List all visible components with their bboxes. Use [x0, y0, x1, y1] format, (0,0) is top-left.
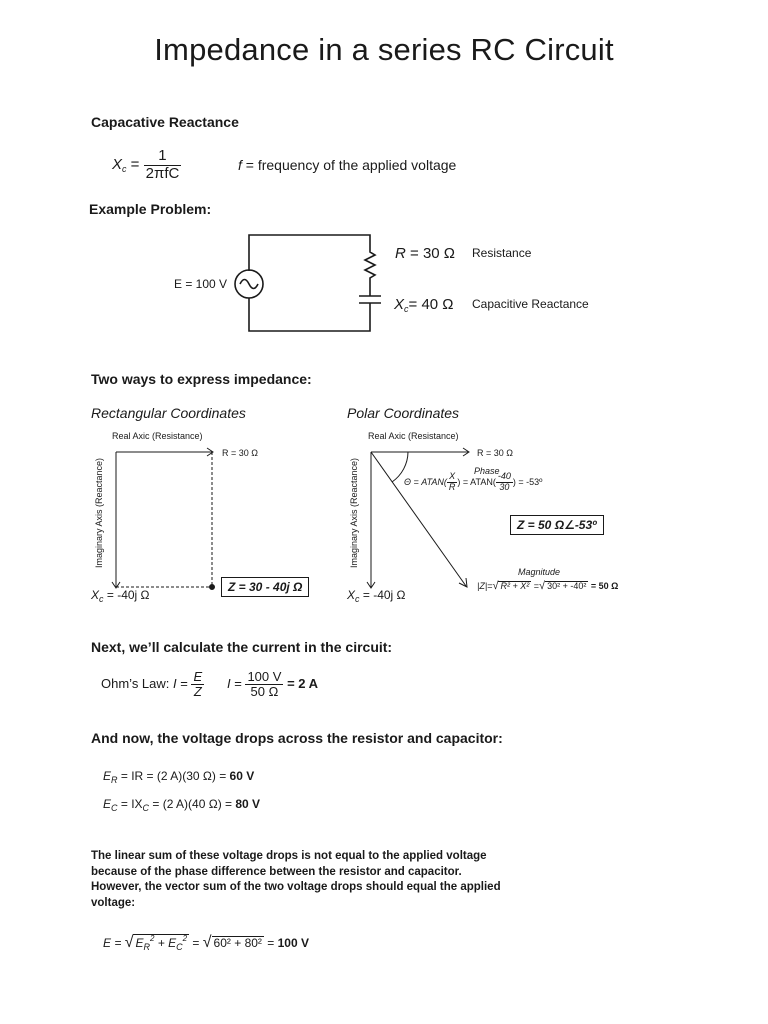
rect-xc-label	[91, 588, 150, 604]
er-symbol: E	[103, 769, 112, 783]
ec-formula	[103, 797, 260, 813]
polar-xc-label	[347, 588, 406, 604]
xc-subscript: c	[99, 594, 104, 604]
polar-r-label: R = 30 Ω	[477, 448, 513, 458]
theta-numerator: -40	[497, 471, 511, 481]
polar-impedance-result: Z = 50 Ω∠-53º	[510, 515, 604, 535]
e-numerator: E	[193, 669, 203, 684]
theta-prefix: Θ = ATAN(	[404, 476, 447, 487]
ec-value: 80 V	[235, 797, 261, 811]
rectangular-heading: Rectangular Coordinates	[91, 405, 246, 421]
page-title: Impedance in a series RC Circuit	[154, 32, 614, 67]
xc-value: = -40j Ω	[103, 588, 150, 602]
resistor-value-label	[395, 245, 455, 262]
equals: =	[189, 936, 203, 950]
theta-denominator: 30	[499, 481, 510, 492]
polar-real-axis-label: Real Axic (Resistance)	[368, 431, 459, 441]
xc-symbol: X	[91, 588, 100, 602]
two-ways-heading: Two ways to express impedance:	[91, 371, 312, 387]
rectangular-diagram	[112, 448, 215, 590]
er-subscript: R	[143, 942, 150, 952]
theta-result: ) = -53º	[512, 476, 543, 487]
mag-result: = 50 Ω	[588, 581, 619, 591]
plus-ec: + E	[154, 936, 177, 950]
xc-symbol: X	[112, 155, 123, 173]
source-voltage-label: E = 100 V	[174, 277, 228, 291]
current-heading: Next, we’ll calculate the current in the circuit:	[91, 639, 393, 655]
xc-subscript: C	[142, 803, 150, 813]
r-value: = 30 Ω	[405, 245, 456, 262]
f-description: = frequency of the applied voltage	[241, 157, 457, 173]
er-expression: = IR = (2 A)(30 Ω) =	[117, 769, 230, 783]
theta-r: R	[448, 481, 456, 492]
equals: =	[176, 676, 192, 692]
capacitor-value-label	[394, 296, 454, 314]
equals: =	[126, 155, 144, 173]
example-problem-heading: Example Problem:	[89, 201, 212, 217]
xc-value: = 40 Ω	[408, 296, 454, 313]
mag-radicand-2: 30² + -40²	[547, 581, 587, 591]
resistor-description: Resistance	[472, 246, 532, 260]
rect-impedance-result: Z = 30 - 40j Ω	[221, 577, 309, 597]
ec-subscript: C	[111, 803, 118, 813]
vector-sum-formula: E = √ $E_R^2 + E_C^2$ = √ 60² + 80² = 100 V	[103, 934, 309, 952]
er-value: 60 V	[229, 769, 255, 783]
z-denominator: Z	[193, 684, 202, 700]
magnitude-label: Magnitude	[518, 567, 561, 577]
vector-sum-value: 100 V	[277, 936, 309, 950]
phase-formula	[404, 472, 542, 493]
r-symbol: R	[395, 245, 406, 262]
numeric-radicand: 60² + 80²	[213, 936, 262, 950]
circuit-wire-bottom	[249, 298, 370, 331]
equals-2: =	[263, 936, 278, 950]
phase-label: Phase	[474, 466, 500, 476]
xc-subscript: c	[355, 594, 360, 604]
er-formula	[103, 769, 254, 785]
capacitor-description: Capacitive Reactance	[472, 297, 589, 311]
magnitude-formula: |Z|=√ R² + X² =√ 30² + -40² = 50 Ω	[477, 580, 619, 592]
circuit-wire-top	[249, 235, 370, 271]
f-symbol: f	[238, 157, 242, 173]
fraction-numerator: 1	[144, 148, 182, 166]
xc-symbol: X	[394, 296, 405, 313]
current-symbol: I	[173, 676, 177, 692]
theta-x: X	[447, 472, 458, 483]
voltage-drops-heading: And now, the voltage drops across the resistor and capacitor:	[91, 730, 503, 746]
ec-symbol: E	[103, 797, 112, 811]
current-result-formula: I = $\frac{100 V}{50 \Omega}$ = 2 A	[227, 669, 319, 700]
impedance-denominator: 50 Ω	[250, 684, 279, 700]
ohms-law-formula	[101, 670, 204, 700]
polar-diagram	[367, 448, 469, 588]
ec-exponent: 2	[182, 934, 188, 943]
polar-heading: Polar Coordinates	[347, 405, 460, 421]
vector-sum-prefix: E =	[103, 936, 125, 950]
mag-equals: =	[531, 581, 540, 591]
theta-middle: ) = ATAN(	[457, 476, 496, 487]
current-result: = 2 A	[287, 676, 319, 692]
er-exponent: 2	[149, 934, 155, 943]
rect-imag-axis-label: Imaginary Axis (Reactance)	[94, 457, 104, 569]
sine-wave-icon	[240, 280, 258, 289]
xc-subscript: c	[404, 304, 409, 314]
rc-circuit	[235, 235, 381, 331]
mag-prefix: |Z|=	[477, 581, 493, 591]
rect-r-label: R = 30 Ω	[222, 448, 258, 458]
voltage-numerator: 100 V	[247, 669, 282, 684]
fraction-denominator: 2πfC	[145, 164, 180, 182]
xc-subscript: c	[122, 163, 127, 174]
mag-radicand-1: R² + X²	[500, 581, 530, 591]
xc-value: = -40j Ω	[359, 588, 406, 602]
ec-expression: = IX	[117, 797, 143, 811]
resistor-icon	[365, 249, 375, 296]
xc-symbol: X	[347, 588, 356, 602]
rect-real-axis-label: Real Axic (Resistance)	[112, 431, 203, 441]
er-symbol: E	[135, 936, 144, 950]
polar-imag-axis-label: Imaginary Axis (Reactance)	[349, 457, 359, 569]
rect-result-point	[210, 585, 215, 590]
er-subscript: R	[111, 775, 118, 785]
ec-subscript: C	[176, 942, 183, 952]
ohms-law-label: Ohm’s Law:	[101, 676, 174, 692]
ec-expression-2: = (2 A)(40 Ω) =	[149, 797, 236, 811]
capacitive-reactance-heading: Capacative Reactance	[91, 114, 239, 130]
explanation-paragraph: The linear sum of these voltage drops is not equal to the applied voltage because of the phase difference between the resistor and capacitor. However, the vector sum of the two voltage drops should equal the applied voltage:	[91, 850, 501, 909]
